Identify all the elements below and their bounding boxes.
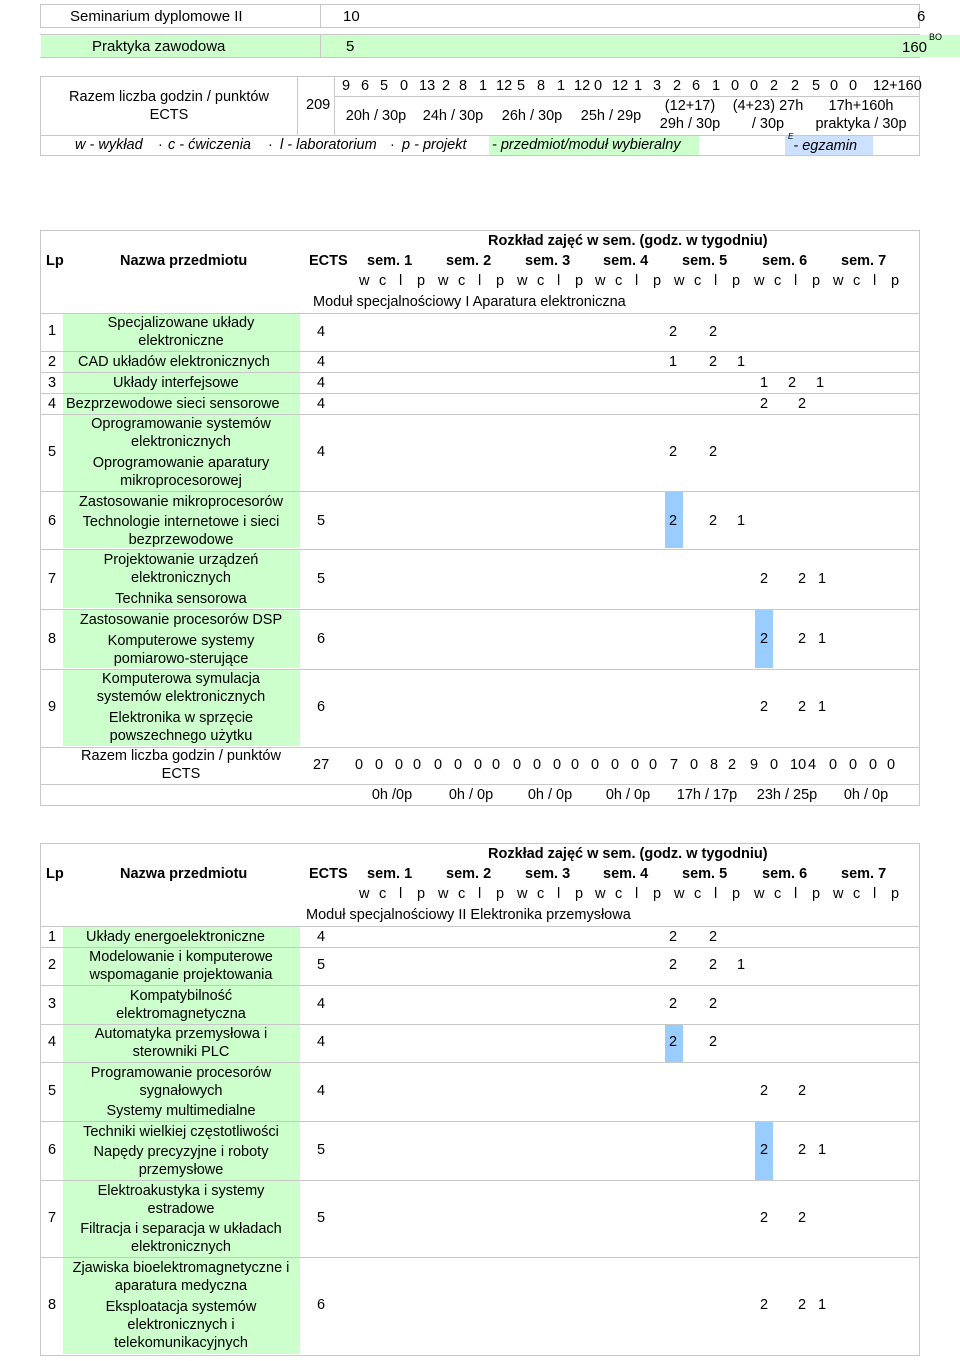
t2-ects-header: ECTS xyxy=(309,866,348,882)
sum-num: 0 xyxy=(887,757,896,773)
legend-elective: - przedmiot/moduł wybieralny xyxy=(492,137,681,153)
t1-val: 1 xyxy=(816,375,825,391)
sum-num: 0 xyxy=(849,78,858,94)
letter-header: p xyxy=(732,886,741,902)
t2-val: 2 xyxy=(669,1034,678,1050)
t2-name: Filtracja i separacja w układach elektronicznych xyxy=(80,1221,282,1255)
sum-hours: 20h / 30p xyxy=(345,108,407,124)
t2-name: Napędy precyzyjne i roboty przemysłowe xyxy=(93,1144,269,1178)
t1-lp: 9 xyxy=(48,699,57,715)
t2-name: Techniki wielkiej częstotliwości xyxy=(83,1124,279,1140)
letter-header: p xyxy=(575,273,584,289)
t1-name: Technologie internetowe i sieci bezprzewodowe xyxy=(82,514,280,548)
t2-val: 1 xyxy=(818,1142,827,1158)
letter-header: l xyxy=(399,273,403,289)
sum-num: 0 xyxy=(830,78,839,94)
letter-header: c xyxy=(537,886,545,902)
t2-name: Zjawiska bioelektromagnetyczne i aparatura medyczna xyxy=(72,1260,290,1294)
t1-name: CAD układów elektronicznych xyxy=(78,354,270,370)
t2-ects: 4 xyxy=(317,929,326,945)
sum-num: 1 xyxy=(634,78,643,94)
letter-header: c xyxy=(615,886,623,902)
t1-ects: 5 xyxy=(317,571,326,587)
sum-num: 8 xyxy=(710,757,719,773)
sum-num: 0 xyxy=(533,757,542,773)
sem-header: sem. 1 xyxy=(367,866,413,882)
t2-name-header: Nazwa przedmiotu xyxy=(120,866,248,882)
t1-val: 2 xyxy=(798,571,807,587)
top-row1-val: 6 xyxy=(917,8,926,25)
t2-lp: 1 xyxy=(48,929,57,945)
letter-header: p xyxy=(732,273,741,289)
t1-lp: 1 xyxy=(48,323,57,339)
legend-l: l - laboratorium xyxy=(280,137,377,153)
t2-val: 2 xyxy=(669,996,678,1012)
sum-hours: 26h / 30p xyxy=(501,108,563,124)
t2-val: 2 xyxy=(709,1034,718,1050)
letter-header: c xyxy=(694,273,702,289)
legend-c: c - ćwiczenia xyxy=(168,137,251,153)
t1-val: 2 xyxy=(669,513,678,529)
sum-num: 2 xyxy=(442,78,451,94)
sum-num: 2 xyxy=(791,78,800,94)
letter-header: w xyxy=(517,273,528,289)
t2-name: Eksploatacja systemów elektronicznych i telekomunikacyjnych xyxy=(105,1299,257,1351)
sum-hours: 17h+160h praktyka / 30p xyxy=(815,98,907,132)
t1-name: Bezprzewodowe sieci sensorowe xyxy=(66,396,280,412)
letter-header: p xyxy=(496,886,505,902)
top-row2-name: Praktyka zawodowa xyxy=(92,38,226,55)
t1-val: 2 xyxy=(669,444,678,460)
t2-lp: 3 xyxy=(48,996,57,1012)
t1-val: 1 xyxy=(760,375,769,391)
t2-name: Programowanie procesorów sygnałowych xyxy=(90,1065,272,1099)
letter-header: p xyxy=(417,886,426,902)
sem-header: sem. 6 xyxy=(762,866,808,882)
top-row1-name: Seminarium dyplomowe II xyxy=(70,8,243,25)
t1-lp: 8 xyxy=(48,631,57,647)
sum-num: 2 xyxy=(673,78,682,94)
t2-val: 2 xyxy=(709,996,718,1012)
top-sum-total: 209 xyxy=(306,97,331,113)
letter-header: p xyxy=(653,886,662,902)
letter-header: c xyxy=(853,273,861,289)
t1-val: 2 xyxy=(760,631,769,647)
t2-val: 2 xyxy=(798,1142,807,1158)
t1-lp: 5 xyxy=(48,444,57,460)
sum-num: 12+160 xyxy=(873,78,922,94)
t1-name: Układy interfejsowe xyxy=(113,375,239,391)
t2-lp-header: Lp xyxy=(46,866,64,882)
letter-header: c xyxy=(774,886,782,902)
t1-ects: 6 xyxy=(317,631,326,647)
t2-lp: 5 xyxy=(48,1083,57,1099)
sum-num: 0 xyxy=(513,757,522,773)
sem-header: sem. 5 xyxy=(682,253,728,269)
top-row2-val: $160^{BO}$ xyxy=(902,32,943,56)
sem-header: sem. 2 xyxy=(446,866,492,882)
sem-header: sem. 5 xyxy=(682,866,728,882)
sum-num: 0 xyxy=(690,757,699,773)
letter-header: c xyxy=(458,886,466,902)
t1-name: Oprogramowanie systemów elektronicznych xyxy=(91,416,271,450)
sum-num: 6 xyxy=(692,78,701,94)
letter-header: p xyxy=(496,273,505,289)
t1-lp: 6 xyxy=(48,513,57,529)
sum-num: 5 xyxy=(812,78,821,94)
sum-num: 2 xyxy=(728,757,737,773)
t2-val: 2 xyxy=(760,1210,769,1226)
t2-module: Moduł specjalnościowy II Elektronika przemysłowa xyxy=(306,907,631,923)
sum-num: 0 xyxy=(731,78,740,94)
t1-lp-header: Lp xyxy=(46,253,64,269)
t1-ects: 4 xyxy=(317,444,326,460)
letter-header: w xyxy=(595,273,606,289)
letter-header: c xyxy=(537,273,545,289)
sum-num: 12 xyxy=(612,78,629,94)
t1-val: 2 xyxy=(788,375,797,391)
t1-val: 1 xyxy=(818,699,827,715)
sum-hours: (4+23) 27h / 30p xyxy=(732,98,804,132)
sem-header: sem. 4 xyxy=(603,866,649,882)
letter-header: c xyxy=(774,273,782,289)
sum-num: 0 xyxy=(849,757,858,773)
letter-header: c xyxy=(694,886,702,902)
letter-header: l xyxy=(399,886,403,902)
sum-num: 1 xyxy=(479,78,488,94)
t1-name: Projektowanie urządzeń elektronicznych xyxy=(103,552,259,586)
sem-header: sem. 4 xyxy=(603,253,649,269)
t1-name: Specjalizowane układy elektroniczne xyxy=(107,315,255,349)
t2-ects: 5 xyxy=(317,1210,326,1226)
t2-lp: 7 xyxy=(48,1210,57,1226)
letter-header: l xyxy=(873,273,877,289)
t1-val: 2 xyxy=(709,324,718,340)
t2-name: Układy energoelektroniczne xyxy=(86,929,265,945)
t2-name: Modelowanie i komputerowe wspomaganie projektowania xyxy=(89,949,273,983)
t1-name: Technika sensorowa xyxy=(115,591,247,607)
sum-num: 0 xyxy=(553,757,562,773)
letter-header: p xyxy=(891,886,900,902)
sum-num: 0 xyxy=(649,757,658,773)
legend-dot: · xyxy=(158,137,163,153)
letter-header: c xyxy=(379,886,387,902)
t2-val: 1 xyxy=(818,1297,827,1313)
letter-header: w xyxy=(517,886,528,902)
sum-num: 9 xyxy=(342,78,351,94)
letter-header: p xyxy=(417,273,426,289)
sum-num: 0 xyxy=(611,757,620,773)
sum-num: 8 xyxy=(537,78,546,94)
top-sum-label: Razem liczba godzin / punktów ECTS xyxy=(69,89,269,123)
sum-num: 5 xyxy=(380,78,389,94)
letter-header: l xyxy=(794,886,798,902)
t1-val: 2 xyxy=(669,324,678,340)
top-row1-ects: 10 xyxy=(343,8,360,25)
t2-val: 2 xyxy=(760,1297,769,1313)
t1-val: 2 xyxy=(760,699,769,715)
letter-header: w xyxy=(359,273,370,289)
t2-ects: 4 xyxy=(317,1034,326,1050)
t2-lp: 6 xyxy=(48,1142,57,1158)
sum-num: 5 xyxy=(517,78,526,94)
t1-val: 2 xyxy=(760,571,769,587)
t2-ects: 6 xyxy=(317,1297,326,1313)
letter-header: l xyxy=(873,886,877,902)
t2-lp: 2 xyxy=(48,957,57,973)
t1-val: 2 xyxy=(760,396,769,412)
t1-val: 1 xyxy=(818,571,827,587)
t2-val: 2 xyxy=(760,1142,769,1158)
sum-num: 0 xyxy=(375,757,384,773)
sum-num: 0 xyxy=(355,757,364,773)
letter-header: l xyxy=(478,886,482,902)
t1-name: Elektronika w sprzęcie powszechnego użytku xyxy=(108,710,254,744)
t2-val: 2 xyxy=(798,1210,807,1226)
sum-num: 0 xyxy=(869,757,878,773)
t1-ects: 4 xyxy=(317,375,326,391)
t1-ects-header: ECTS xyxy=(309,253,348,269)
letter-header: l xyxy=(794,273,798,289)
t2-name: Kompatybilność elektromagnetyczna xyxy=(116,988,246,1022)
legend-exam: $^E$- egzamin xyxy=(788,132,858,154)
t1-val: 2 xyxy=(709,354,718,370)
sum-num: 0 xyxy=(829,757,838,773)
t1-name: Zastosowanie procesorów DSP xyxy=(79,612,283,628)
top-row2-ects: 5 xyxy=(346,38,355,55)
t1-val: 2 xyxy=(798,699,807,715)
t2-val: 2 xyxy=(798,1083,807,1099)
sum-num: 1 xyxy=(712,78,721,94)
sum-num: 12 xyxy=(574,78,591,94)
sum-num: 0 xyxy=(770,757,779,773)
legend-p: p - projekt xyxy=(402,137,467,153)
t2-lp: 4 xyxy=(48,1034,57,1050)
sum-hours: 24h / 30p xyxy=(422,108,484,124)
t1-ects: 6 xyxy=(317,699,326,715)
letter-header: p xyxy=(812,273,821,289)
t2-val: 2 xyxy=(669,929,678,945)
t1-name: Oprogramowanie aparatury mikroprocesorowej xyxy=(92,455,270,489)
letter-header: l xyxy=(714,273,718,289)
letter-header: w xyxy=(754,886,765,902)
t1-val: 1 xyxy=(818,631,827,647)
sum-num: 9 xyxy=(750,757,759,773)
sum-num: 10 xyxy=(790,757,807,773)
sum-num: 4 xyxy=(808,757,817,773)
sum-num: 0 xyxy=(591,757,600,773)
sum-num: 0 xyxy=(750,78,759,94)
t2-val: 2 xyxy=(709,957,718,973)
sem-header: sem. 3 xyxy=(525,866,571,882)
sum-num: 12 xyxy=(496,78,513,94)
letter-header: w xyxy=(595,886,606,902)
t2-name: Elektroakustyka i systemy estradowe xyxy=(97,1183,265,1217)
t2-ects: 5 xyxy=(317,957,326,973)
t1-lp: 2 xyxy=(48,354,57,370)
t1-name: Komputerowe systemy pomiarowo-sterujące xyxy=(107,633,255,667)
sum-num: 0 xyxy=(594,78,603,94)
sem-header: sem. 2 xyxy=(446,253,492,269)
sum-num: 0 xyxy=(571,757,580,773)
t2-title: Rozkład zajęć w sem. (godz. w tygodniu) xyxy=(488,846,768,862)
sum-hours: 0h / 0p xyxy=(448,787,494,803)
sum-num: 0 xyxy=(413,757,422,773)
t1-sum-total: 27 xyxy=(313,757,330,773)
t1-lp: 7 xyxy=(48,571,57,587)
t1-val: 2 xyxy=(798,631,807,647)
sum-hours: 25h / 29p xyxy=(580,108,642,124)
t1-val: 1 xyxy=(737,354,746,370)
letter-header: l xyxy=(478,273,482,289)
letter-header: w xyxy=(438,886,449,902)
sum-num: 1 xyxy=(557,78,566,94)
legend-dot: · xyxy=(268,137,273,153)
letter-header: p xyxy=(653,273,662,289)
t1-val: 2 xyxy=(709,513,718,529)
t2-val: 2 xyxy=(669,957,678,973)
t2-val: 2 xyxy=(709,929,718,945)
t2-val: 2 xyxy=(760,1083,769,1099)
sum-num: 7 xyxy=(670,757,679,773)
t2-val: 2 xyxy=(798,1297,807,1313)
t1-name: Komputerowa symulacja systemów elektronicznych xyxy=(96,671,266,705)
sem-header: sem. 6 xyxy=(762,253,808,269)
letter-header: w xyxy=(438,273,449,289)
t1-ects: 5 xyxy=(317,513,326,529)
sum-hours: (12+17) 29h / 30p xyxy=(659,98,721,132)
sem-header: sem. 7 xyxy=(841,253,887,269)
sum-hours: 0h / 0p xyxy=(527,787,573,803)
letter-header: w xyxy=(359,886,370,902)
t1-title: Rozkład zajęć w sem. (godz. w tygodniu) xyxy=(488,233,768,249)
sum-num: 6 xyxy=(361,78,370,94)
letter-header: l xyxy=(557,273,561,289)
letter-header: l xyxy=(557,886,561,902)
t2-name: Automatyka przemysłowa i sterowniki PLC xyxy=(94,1026,268,1060)
t2-ects: 4 xyxy=(317,1083,326,1099)
t1-val: 1 xyxy=(737,513,746,529)
sum-hours: 23h / 25p xyxy=(756,787,818,803)
sum-num: 8 xyxy=(459,78,468,94)
letter-header: l xyxy=(635,273,639,289)
t1-lp: 3 xyxy=(48,375,57,391)
t1-name-header: Nazwa przedmiotu xyxy=(120,253,248,269)
sum-num: 13 xyxy=(419,78,436,94)
letter-header: w xyxy=(674,886,685,902)
sem-header: sem. 3 xyxy=(525,253,571,269)
t1-val: 2 xyxy=(709,444,718,460)
sum-num: 0 xyxy=(395,757,404,773)
sum-hours: 17h / 17p xyxy=(676,787,738,803)
legend-w: w - wykład xyxy=(75,137,143,153)
sum-num: 3 xyxy=(653,78,662,94)
letter-header: l xyxy=(635,886,639,902)
sum-num: 0 xyxy=(492,757,501,773)
letter-header: w xyxy=(833,886,844,902)
t1-ects: 4 xyxy=(317,324,326,340)
row-highlight xyxy=(321,32,960,57)
t1-ects: 4 xyxy=(317,396,326,412)
sem-header: sem. 7 xyxy=(841,866,887,882)
t2-lp: 8 xyxy=(48,1297,57,1313)
letter-header: c xyxy=(458,273,466,289)
letter-header: c xyxy=(615,273,623,289)
legend-dot: · xyxy=(390,137,395,153)
t1-ects: 4 xyxy=(317,354,326,370)
letter-header: p xyxy=(812,886,821,902)
sum-num: 0 xyxy=(400,78,409,94)
letter-header: w xyxy=(833,273,844,289)
letter-header: c xyxy=(379,273,387,289)
sum-num: 2 xyxy=(770,78,779,94)
sum-num: 0 xyxy=(434,757,443,773)
t2-ects: 5 xyxy=(317,1142,326,1158)
letter-header: c xyxy=(853,886,861,902)
letter-header: w xyxy=(674,273,685,289)
t2-val: 1 xyxy=(737,957,746,973)
letter-header: l xyxy=(714,886,718,902)
letter-header: p xyxy=(891,273,900,289)
letter-header: w xyxy=(754,273,765,289)
sum-num: 0 xyxy=(474,757,483,773)
t1-val: 2 xyxy=(798,396,807,412)
sum-hours: 0h / 0p xyxy=(605,787,651,803)
t2-ects: 4 xyxy=(317,996,326,1012)
sem-header: sem. 1 xyxy=(367,253,413,269)
sum-hours: 0h / 0p xyxy=(843,787,889,803)
sum-num: 0 xyxy=(631,757,640,773)
sum-hours: 0h /0p xyxy=(371,787,413,803)
sum-num: 0 xyxy=(454,757,463,773)
t1-sum-label: Razem liczba godzin / punktów ECTS xyxy=(81,748,281,782)
t1-name: Zastosowanie mikroprocesorów xyxy=(79,494,283,510)
t1-lp: 4 xyxy=(48,396,57,412)
t1-val: 1 xyxy=(669,354,678,370)
t1-module: Moduł specjalnościowy I Aparatura elektroniczna xyxy=(313,294,626,310)
letter-header: p xyxy=(575,886,584,902)
t2-name: Systemy multimedialne xyxy=(106,1103,256,1119)
